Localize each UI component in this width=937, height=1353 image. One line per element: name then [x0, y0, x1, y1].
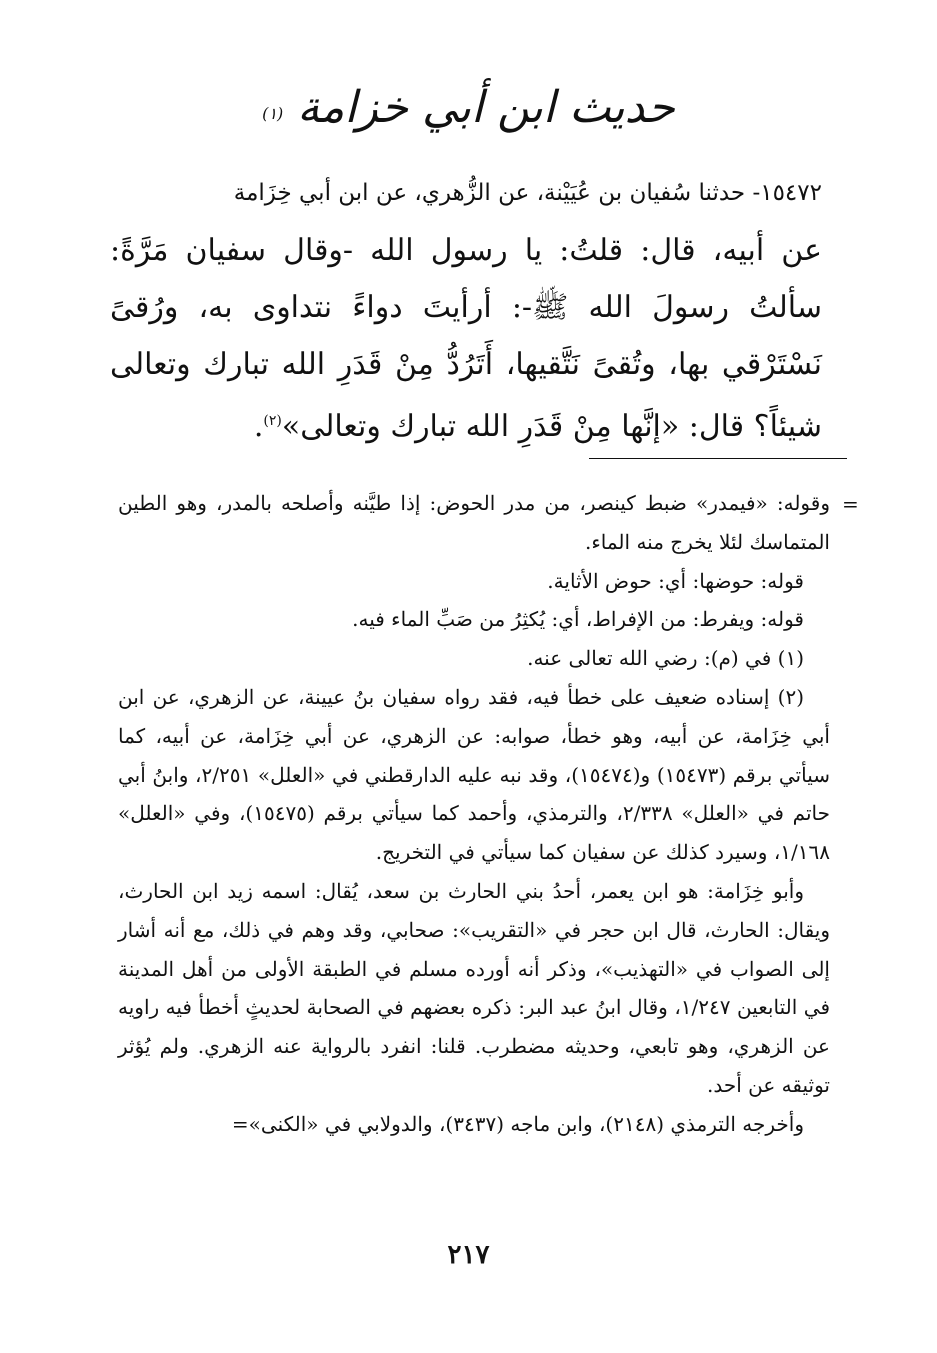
- footnote-paragraph: قوله: ويفرط: من الإفراط، أي: يُكثِرُ من صَبِّ الماء فيه.: [352, 607, 804, 632]
- footnote-2: (٢) إسناده ضعيف على خطأ فيه، فقد رواه سفيان بنُ عيينة، عن الزهري، عن ابن أبي خِزَامة، عن أبيه، وهو خطأ، صوابه: عن الزهري، عن أبي خِزَامة، عن أبيه، كما سيأتي برقم (١٥٤٧٣) و(١٥٤٧٤)، وقد نبه عليه الدارقطني في «العلل» ٢/٢٥١، وابنُ أبي حاتم في «العلل» ٢/٣٣٨، والترمذي، وأحمد كما سيأتي برقم (١٥٤٧٥)، وفي «العلل» ١/١٦٨، وسيرد كذلك عن سفيان كما سيأتي في التخريج.: [118, 684, 831, 865]
- hadith-footnote-ref: (٢): [263, 413, 282, 429]
- footnote-paragraph: وأبو خِزَامة: هو ابن يعمر، أحدُ بني الحارث بن سعد، يُقال: اسمه زيد ابن الحارث، ويقال: الحارث، قال ابن حجر في «التقريب»: صحابي، وقد وهم في ذلك، مع أنه أشار إلى الصواب في «التهذيب»، وذكر أنه أورده مسلم في الطبقة الأولى من أهل المدينة في التابعين ١/٢٤٧، وقال ابنُ عبد البر: ذكره بعضهم في الصحابة لحديثٍ أخطأ فيه راويه عن الزهري، وهو تابعي، وحديثه مضطرب. قلنا: انفرد بالرواية عنه الزهري. ولم يُؤثر توثيقه عن أحد.: [118, 878, 831, 1097]
- footnote-1: (١) في (م): رضي الله تعالى عنه.: [527, 646, 804, 671]
- continuation-mark: =: [842, 492, 859, 516]
- hadith-matn-end: .: [253, 409, 264, 444]
- hadith-text: [110, 172, 822, 455]
- hadith-matn: [110, 222, 822, 455]
- title-footnote-ref: (١): [262, 104, 284, 123]
- footnote-paragraph: وأخرجه الترمذي (٢١٤٨)، وابن ماجه (٣٤٣٧)، والدولابي في «الكنى»=: [231, 1111, 804, 1136]
- footnote-paragraph: وقوله: «فيمدر» ضبط كينصر، من مدر الحوض: إذا طيَّنه وأصلحه بالمدر، وهو الطين المتماسك لئلا يخرج منه الماء.: [118, 491, 830, 554]
- footnote-separator: [589, 458, 847, 459]
- footnotes: [118, 484, 830, 1144]
- chapter-title: [0, 78, 937, 138]
- hadith-isnad-line: ١٥٤٧٢- حدثنا سُفيان بن عُيَيْنة، عن الزُّهري، عن ابن أبي خِزَامة: [233, 180, 822, 206]
- footnote-paragraph: قوله: حوضها: أي: حوض الأثاية.: [547, 568, 804, 593]
- page-number: ٢١٧: [447, 1240, 490, 1270]
- hadith-matn-text: عن أبيه، قال: قلتُ: يا رسول الله -وقال سفيان مَرَّةً: سألتُ رسولَ الله ﷺ-: أرأيتَ دواءً نتداوى به، ورُقىً نَسْتَرْقي بها، وتُقىً نَتَّقيها، أَتَرُدُّ مِنْ قَدَرِ الله تبارك وتعالى شيئاً؟ قال: «إنَّها مِنْ قَدَرِ الله تبارك وتعالى»: [110, 233, 822, 444]
- chapter-title-text: حديث ابن أبي خزامة: [297, 82, 675, 133]
